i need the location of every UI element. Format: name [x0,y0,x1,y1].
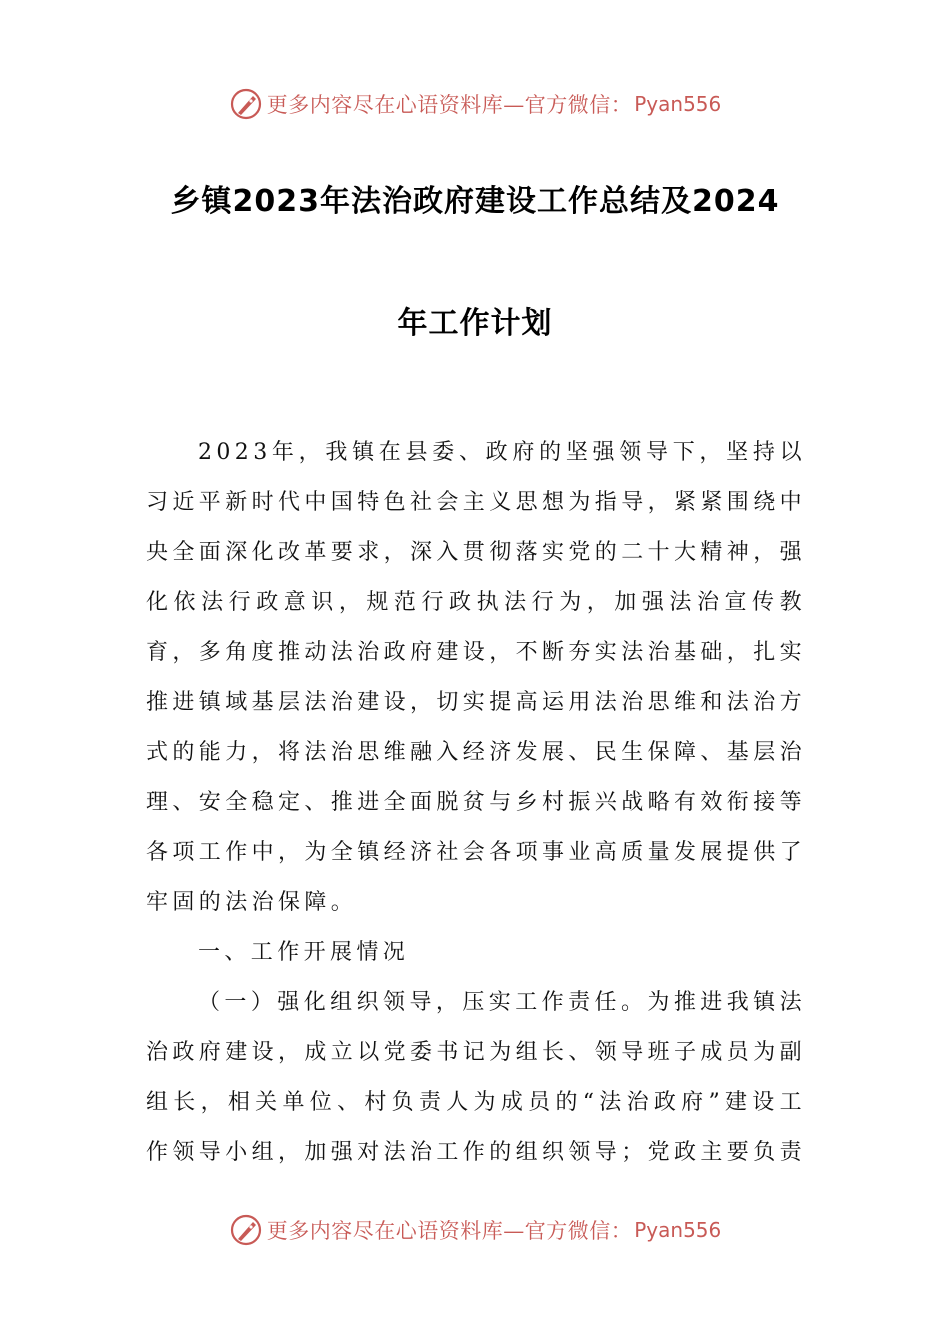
pen-nib-circle-icon [229,87,263,121]
intro-paragraph: 2023年，我镇在县委、政府的坚强领导下，坚持以习近平新时代中国特色社会主义思想为指导，紧紧围绕中央全面深化改革要求，深入贯彻落实党的二十大精神，强化依法行政意识，规范行政执法行为，加强法治宣传教育，多角度推动法治政府建设，不断夯实法治基础，扎实推进镇域基层法治建设，切实提高运用法治思维和法治方式的能力，将法治思维融入经济发展、民生保障、基层治理、安全稳定、推进全面脱贫与乡村振兴战略有效衔接等各项工作中，为全镇经济社会各项事业高质量发展提供了牢固的法治保障。 [146,440,807,915]
section-heading: 一、工作开展情况 [198,940,410,965]
pen-nib-circle-icon [229,1213,263,1247]
subsection-paragraph: （一）强化组织领导，压实工作责任。为推进我镇法治政府建设，成立以党委书记为组长、领导班子成员为副组长，相关单位、村负责人为成员的“法治政府”建设工作领导小组，加强对法治工作的组织领导；党政主要负责 [146,990,807,1165]
watermark-wechat-id: Pyan556 [634,92,722,116]
watermark-banner-top [0,84,950,124]
watermark-banner-bottom [0,1210,950,1250]
document-title-line-2: 年工作计划 [397,306,553,341]
watermark-wechat-id: Pyan556 [634,1218,722,1242]
watermark-text: 更多内容尽在心语资料库—官方微信： [266,1219,633,1243]
watermark-text: 更多内容尽在心语资料库—官方微信： [266,93,633,117]
document-title-line-1: 乡镇2023年法治政府建设工作总结及2024 [170,184,780,219]
document-body [146,428,806,1178]
